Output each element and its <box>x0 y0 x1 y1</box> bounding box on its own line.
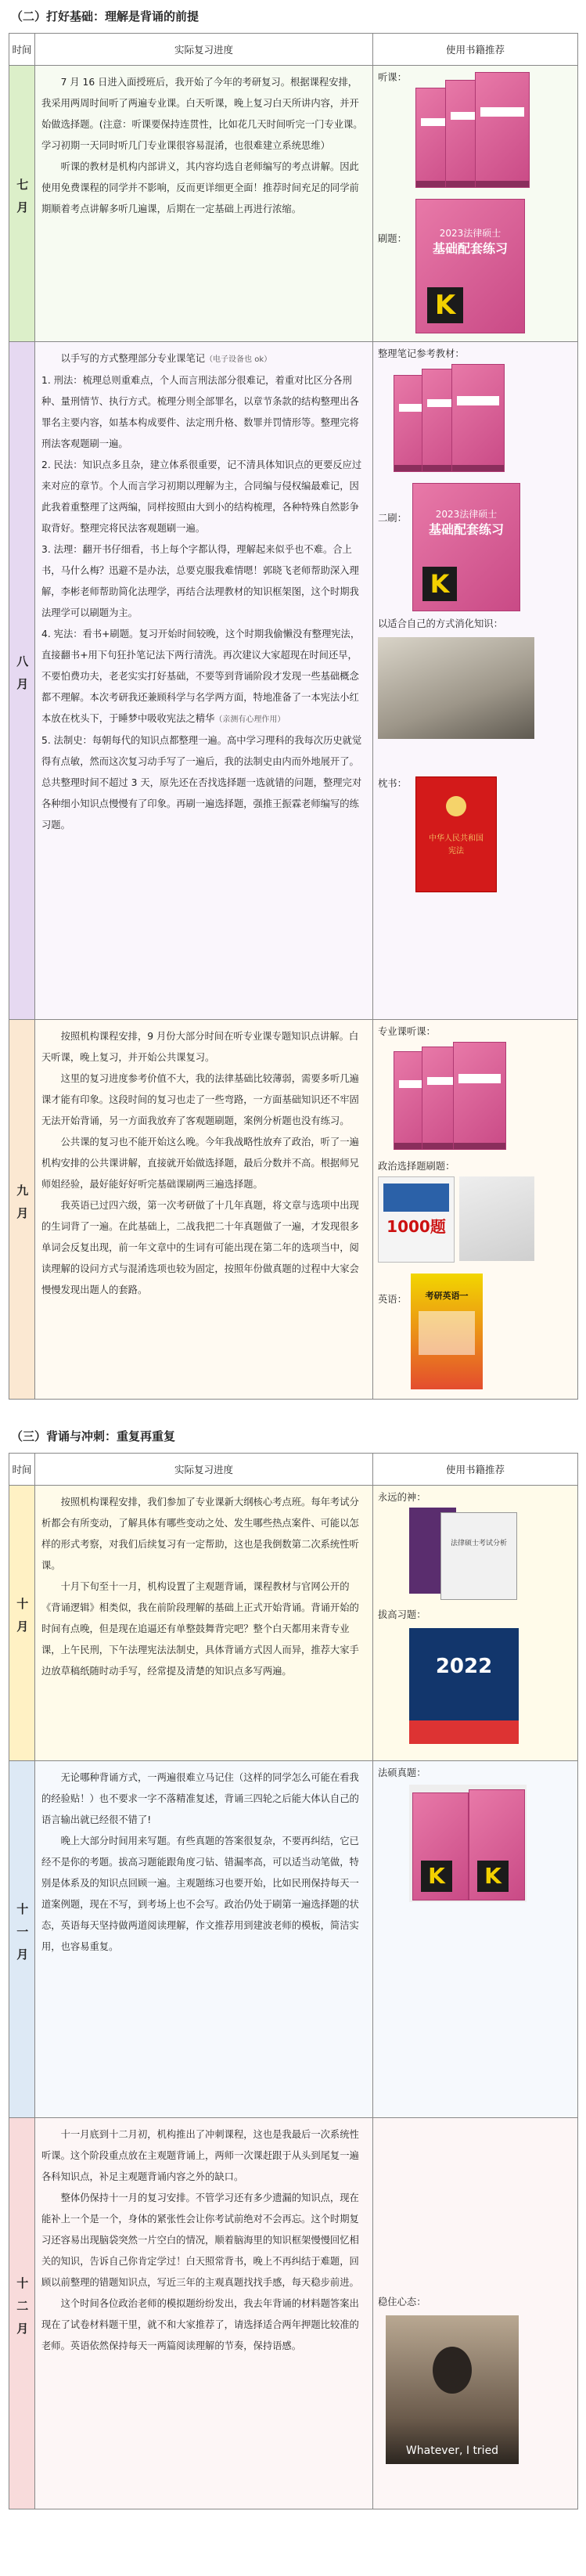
k-logo: K <box>477 1861 509 1892</box>
english-book-image <box>411 1274 483 1389</box>
cover-subtitle: 基础配套练习 <box>428 522 504 537</box>
books-label: 二刷： <box>378 513 407 524</box>
paragraph: 十月下旬至十一月，机构设置了主观题背诵，课程教材与官网公开的《背诵逻辑》相类似，我在前阶段理解的基础上正式开始背诵。背诵开始的时间有点晚，但是现在追逼还有单整鼓舞背完吧？整个白天都用来背专业课，上午民刑，下午法理宪法法制史，具体背诵方式因人而异，推荐大家手边放草稿纸随时动手写，经常提及清楚的知识点多写两遍。 <box>41 1581 359 1677</box>
book-stack-image <box>394 1042 527 1151</box>
header-books: 使用书籍推荐 <box>373 1454 578 1486</box>
paragraph: 我英语已过四六级，第一次考研做了十几年真题，将文章与选项中出现的生词背了一遍。在此基础上，二战我把二十年真题做了一遍，才发现很多单词会反复出现，前一年文章中的生词有可能出现在第二年的选项当中，阅读理解的设问方式与混淆选项也较为固定，按照年份做真题的过程中大家会慢慢发现出题人的套路。 <box>41 1200 359 1295</box>
emblem-icon <box>446 796 466 816</box>
month-label <box>9 1020 35 1400</box>
meme-caption: Whatever, I tried <box>405 2444 499 2457</box>
paragraph: 整体仍保持十一月的复习安排。不管学习还有多少遗漏的知识点，现在能补上一个是一个，身体的紧张性会让你考试前绝对不会再忘。这个时期复习还容易出现脑袋突然一片空白的情况，顺着脑海里的知识框架慢慢回忆相关的知识，告诉自己你肯定学过！白天照常背书，晚上不再纠结于难题，回顾以前整理的错题知识点，写近三年的主观真题找找手感，每天稳步前进。 <box>41 2192 359 2288</box>
header-progress: 实际复习进度 <box>35 1454 373 1486</box>
progress-cell <box>35 2118 373 2509</box>
books-label: 专业课听课： <box>378 1026 436 1037</box>
cover-subtitle: 宪法 <box>448 847 464 856</box>
list-item-note: （亲测有心理作用） <box>214 715 286 724</box>
books-cell <box>373 1761 578 2118</box>
paragraph: 晚上大部分时间用来写题。有些真题的答案很复杂，不要再纠结，它已经不是你的考题。拔高习题能跟角度刁钻、错漏率高，可以适当动笔做，特别是体系及的知识点回顾一遍。主观题练习也要开始，比如民刑保持每天一道案例题，现在不写，到考场上也不会写。政治仍处于刷第一遍选择题的状态，英语每天坚持做两道阅读理解，作文推荐用到建波老师的模板，简洁实用，也容易重复。 <box>41 1836 359 1952</box>
books-label: 法硕真题： <box>378 1767 426 1778</box>
k-logo: K <box>421 1861 452 1892</box>
book-cover-image <box>415 199 525 333</box>
month-label <box>9 66 35 342</box>
paragraph: 这里的复习进度参考价值不大，我的法律基础比较薄弱，需要多听几遍课才能有印象。这段时间的复习也走了一些弯路，一方面基础知识还不牢固无法开始背诵，另一方面我放弃了客观题刷题，案例分析题也没有练习。 <box>41 1073 359 1126</box>
month-text: 八月 <box>15 655 30 701</box>
progress-cell <box>35 66 373 342</box>
books-cell <box>373 342 578 1020</box>
table-row-july <box>9 66 578 342</box>
header-progress: 实际复习进度 <box>35 34 373 66</box>
month-text: 九月 <box>15 1184 30 1230</box>
progress-cell <box>35 342 373 1020</box>
month-text: 十一月 <box>15 1902 30 1971</box>
month-label <box>9 1761 35 2118</box>
book-stack-image <box>415 72 541 189</box>
politics-book-image <box>378 1176 455 1263</box>
books-label: 枕书： <box>378 778 407 789</box>
paragraph: 这个时间各位政治老师的模拟题纷纷发出，我去年背诵的材料题答案出现在了试卷材料题干里，就不和大家推荐了，请选择适合两年押题比较准的老师。英语依然保持每天一两篇阅读理解的节奏，保持语感。 <box>41 2298 359 2351</box>
table-row-october <box>9 1486 578 1761</box>
paragraph: 按照机构课程安排，我们参加了专业课新大纲核心考点班。每年考试分析都会有所变动，了解具体有哪些变动之处、发生哪些热点案件、可能以怎样的形式考察，对我们后续复习有一定帮助，这也是我倒数第二次系统性听课。 <box>41 1497 359 1571</box>
books-label: 整理笔记参考教材： <box>378 348 465 359</box>
books-cell <box>373 2118 578 2509</box>
cover-subtitle: 基础配套练习 <box>432 241 508 256</box>
header-books: 使用书籍推荐 <box>373 34 578 66</box>
books-label: 听课： <box>378 72 407 83</box>
paragraph: 按照机构课程安排，9 月份大部分时间在听专业课专题知识点讲解。白天听课，晚上复习，并开始公共课复习。 <box>41 1031 359 1063</box>
paragraph: 无论哪种背诵方式，一两遍很难立马记住（这样的同学怎么可能在看我的经验贴！）也不要求一字不落精准复述，背诵三四轮之后能大体认自己的语言输出就已经很不错了! <box>41 1772 359 1825</box>
progress-cell <box>35 1486 373 1761</box>
list-item: 2. 民法：知识点多且杂，建立体系很重要，记不清具体知识点的更要反应过来对应的章节。个人而言学习初期以理解为主，合同编与侵权编最难记，因此我着重整理了这两编，同样按照由大到小的结构梳理，各种特殊自然影争取背好。整理完将民法客观题刷一遍。 <box>41 459 362 534</box>
list-item: 5. 法制史：每朝每代的知识点都整理一遍。高中学习理科的我每次历史就觉得有点敏，然而这次复习动手写了一遍后，我的法制史由内而外地展开了。总共整理时间不超过 3 天，原先还在否找选择题一选就错的问题，整理完对各种细小知识点慢慢有了印象。再刷一遍选择题，强推王振霖老师编写的练习题。 <box>41 735 362 830</box>
books-label: 刷题： <box>378 233 407 244</box>
header-time: 时间 <box>9 34 35 66</box>
cover-title: 1000题 <box>386 1217 446 1236</box>
intro-note: （电子设备也 ok） <box>205 355 272 364</box>
table-header-row <box>9 34 578 66</box>
cover-title: 考研英语一 <box>425 1291 469 1301</box>
cover-title: 2023法律硕士 <box>435 509 498 520</box>
books-label: 政治选择题刷题： <box>378 1161 455 1172</box>
section-title: （二）打好基础：理解是背诵的前提 <box>11 9 200 23</box>
cover-title: 2022 <box>435 1655 493 1678</box>
list-item: 3. 法理：翻开书仔细看，书上每个字都认得，理解起来似乎也不难。合上书，马什么梅？迅避不是办法，总要克服我难情嗯！郭晓飞老师帮助深入理解，李彬老师帮助简化法理学，再结合法理教材的知识框架图，这个时期我法理学可以刷题为主。 <box>41 544 359 618</box>
progress-cell <box>35 1020 373 1400</box>
paragraph <box>41 348 366 370</box>
study-plan-table <box>9 33 578 1400</box>
k-logo: K <box>427 287 463 323</box>
list-item <box>41 624 366 730</box>
list-item-text: 4. 宪法：看书+刷题。复习开始时间较晚，这个时期我偷懒没有整理宪法，直接翻书+用下句狂扑笔记法下两行清洗。再次建议大家超现在时间还早，不要怕费功夫，老老实实打好基础，不要等到背诵阶段才发现一些基础概念都不理解。本次考研我还兼顾科学与名学两方面，特地准备了一本宪法小红本放在枕头下，于睡梦中吸收宪法之精华 <box>41 629 361 724</box>
cover-title: 中华人民共和国 <box>429 834 484 843</box>
books-cell <box>373 1020 578 1400</box>
books-label: 拔高习题： <box>378 1609 426 1620</box>
sprint-plan-table <box>9 1453 578 2509</box>
section-title: （三）背诵与冲刺：重复再重复 <box>11 1429 176 1443</box>
list-item: 1. 刑法：梳理总则重难点，个人而言刑法部分很难记，着重对比区分各刑种、量刑情节、执行方式。梳理分则全部罪名，以章节条款的结构整理出各罪名主要内容，如基本构成要件、法定刑升格、数罪并罚情形等。整理完将刑法客观题刷一遍。 <box>41 375 359 449</box>
books-label: 永远的神： <box>378 1492 426 1503</box>
cover-title: 2023法律硕士 <box>439 228 502 239</box>
table-header-row <box>9 1454 578 1486</box>
books-cell <box>373 1486 578 1761</box>
header-time: 时间 <box>9 1454 35 1486</box>
law-analysis-book-image <box>409 1508 519 1600</box>
month-label <box>9 1486 35 1761</box>
cover-title: 法律硕士考试分析 <box>450 1540 507 1547</box>
books-label: 稳住心态： <box>378 2297 426 2308</box>
month-text: 十二月 <box>15 2276 30 2345</box>
paragraph: 听课的教材是机构内部讲义，其内容均选自老师编写的考点讲解。因此使用免费课程的同学并不影响，反而更详细更全面！推荐时间充足的同学前期顺着考点讲解多听几遍课，后期在一定基础上再进行浓缩。 <box>41 161 359 214</box>
paragraph: 十一月底到十二月初，机构推出了冲刺课程，这也是我最后一次系统性听课。这个阶段重点放在主观题背诵上，两师一次课赶跟于从头到尾复一遍各科知识点，补足主观题背诵内容之外的缺口。 <box>41 2129 359 2182</box>
table-row-september <box>9 1020 578 1400</box>
month-text: 七月 <box>15 178 30 224</box>
real-exam-book-image <box>409 1785 527 1902</box>
book-cover-image <box>412 483 520 611</box>
constitution-book-image <box>415 776 497 892</box>
table-row-december <box>9 2118 578 2509</box>
paragraph: 公共课的复习也不能开始这么晚。今年我战略性放弃了政治，听了一遍机构安排的公共课讲解，直接就开始做选择题，最后分数并不高。根据师兄师姐经验，最好能好好听完基础课刷两三遍选择题。 <box>41 1137 359 1190</box>
books-label: 以适合自己的方式消化知识： <box>378 618 503 629</box>
month-label <box>9 2118 35 2509</box>
meme-image <box>386 2315 519 2464</box>
politics-book-photo <box>459 1176 534 1261</box>
notebook-photo <box>378 637 534 739</box>
table-row-august <box>9 342 578 1020</box>
k-logo: K <box>422 567 457 601</box>
month-label <box>9 342 35 1020</box>
books-label: 英语： <box>378 1294 407 1305</box>
practice-book-image <box>409 1628 519 1744</box>
books-cell <box>373 66 578 342</box>
book-stack-image <box>394 364 519 474</box>
progress-cell <box>35 1761 373 2118</box>
paragraph: 7 月 16 日进入面授班后，我开始了今年的考研复习。根据课程安排，我采用两周时间听了两遍专业课。白天听课，晚上复习白天所讲内容，并开始做选择题。(注意：听课要保持连贯性，比如花几天时间听完一门专业课。学习初期一天同时听几门专业课很容易混淆，也很难建立系统思维） <box>41 77 363 151</box>
table-row-november <box>9 1761 578 2118</box>
month-text: 十月 <box>15 1598 30 1644</box>
intro-text: 以手写的方式整理部分专业课笔记 <box>60 353 206 364</box>
